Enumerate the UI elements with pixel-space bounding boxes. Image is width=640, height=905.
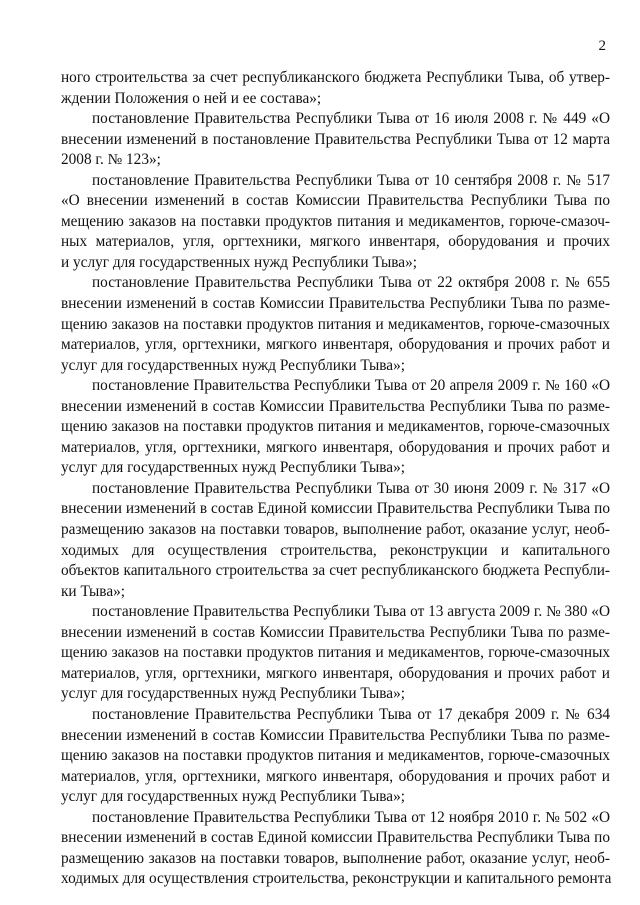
text-line: внесении изменений в состав Комиссии Правительства Республики Тыва по разме- [61, 397, 610, 415]
text-line: и услуг для государственных нужд Республики Тыва»; [61, 253, 417, 271]
text-line: щению заказов на поставки продуктов питания и медикаментов, горюче-смазочных [61, 747, 610, 765]
text-line: ходимых для осуществления строительства, реконструкции и капитального [61, 541, 610, 559]
text-line: услуг для государственных нужд Республики Тыва»; [61, 459, 405, 477]
text-line: услуг для государственных нужд Республики Тыва»; [61, 788, 405, 806]
text-line: материалов, угля, оргтехники, мягкого инвентаря, оборудования и прочих работ и [61, 336, 610, 354]
text-line: внесении изменений в состав Единой комиссии Правительства Республики Тыва по [61, 829, 610, 847]
text-line: внесении изменений в состав Комиссии Правительства Республики Тыва по разме- [61, 726, 610, 744]
paragraph [61, 376, 610, 479]
text-line: внесении изменений в состав Единой комиссии Правительства Республики Тыва по [61, 500, 610, 518]
text-line: постановление Правительства Республики Тыва от 12 ноября 2010 г. № 502 «О [92, 808, 610, 826]
text-line: ных материалов, угля, оргтехники, мягкого инвентаря, оборудования и прочих [61, 233, 610, 251]
page-number: 2 [598, 38, 606, 54]
text-line: постановление Правительства Республики Тыва от 22 октября 2008 г. № 655 [92, 274, 610, 292]
text-line: постановление Правительства Республики Тыва от 20 апреля 2009 г. № 160 «О [92, 377, 610, 395]
text-line: внесении изменений в постановление Правительства Республики Тыва от 12 марта [61, 130, 610, 148]
text-line: постановление Правительства Республики Тыва от 30 июня 2009 г. № 317 «О [92, 479, 610, 497]
paragraph [61, 273, 610, 376]
text-line: услуг для государственных нужд Республики Тыва»; [61, 685, 405, 703]
text-line: материалов, угля, оргтехники, мягкого инвентаря, оборудования и прочих работ и [61, 438, 610, 456]
text-line: объектов капитального строительства за счет республиканского бюджета Республи- [61, 562, 610, 580]
text-line: услуг для государственных нужд Республики Тыва»; [61, 356, 405, 374]
text-line: щению заказов на поставки продуктов питания и медикаментов, горюче-смазочных [61, 315, 610, 333]
paragraph [61, 479, 610, 602]
paragraph [61, 171, 610, 274]
text-line: материалов, угля, оргтехники, мягкого инвентаря, оборудования и прочих работ и [61, 664, 610, 682]
paragraph [61, 68, 610, 109]
text-line: размещению заказов на поставки товаров, выполнение работ, оказание услуг, необ- [61, 849, 610, 867]
text-line: материалов, угля, оргтехники, мягкого инвентаря, оборудования и прочих работ и [61, 767, 610, 785]
text-line: внесении изменений в состав Комиссии Правительства Республики Тыва по разме- [61, 623, 610, 641]
paragraph [61, 808, 610, 890]
text-line: постановление Правительства Республики Тыва от 17 декабря 2009 г. № 634 [92, 705, 610, 723]
text-line: ходимых для осуществления строительства, реконструкции и капитального ремонта [61, 870, 612, 888]
paragraph [61, 602, 610, 705]
text-line: ки Тыва»; [61, 582, 126, 600]
text-line: размещению заказов на поставки товаров, выполнение работ, оказание услуг, необ- [61, 521, 610, 539]
text-line: мещению заказов на поставки продуктов питания и медикаментов, горюче-смазоч- [61, 212, 610, 230]
paragraph [61, 109, 610, 171]
text-line: «О внесении изменений в состав Комиссии Правительства Республики Тыва по [61, 192, 610, 210]
text-line: внесении изменений в состав Комиссии Правительства Республики Тыва по разме- [61, 295, 610, 313]
document-body [61, 68, 610, 890]
text-line: постановление Правительства Республики Тыва от 10 сентября 2008 г. № 517 [92, 171, 610, 189]
text-line: постановление Правительства Республики Тыва от 16 июля 2008 г. № 449 «О [92, 110, 610, 128]
text-line: 2008 г. № 123»; [61, 151, 161, 169]
text-line: щению заказов на поставки продуктов питания и медикаментов, горюче-смазочных [61, 418, 610, 436]
text-line: щению заказов на поставки продуктов питания и медикаментов, горюче-смазочных [61, 644, 610, 662]
text-line: постановление Правительства Республики Тыва от 13 августа 2009 г. № 380 «О [92, 603, 610, 621]
text-line: ждении Положения о ней и ее состава»; [61, 89, 322, 107]
paragraph [61, 705, 610, 808]
text-line: ного строительства за счет республиканского бюджета Республики Тыва, об утвер- [61, 69, 610, 86]
